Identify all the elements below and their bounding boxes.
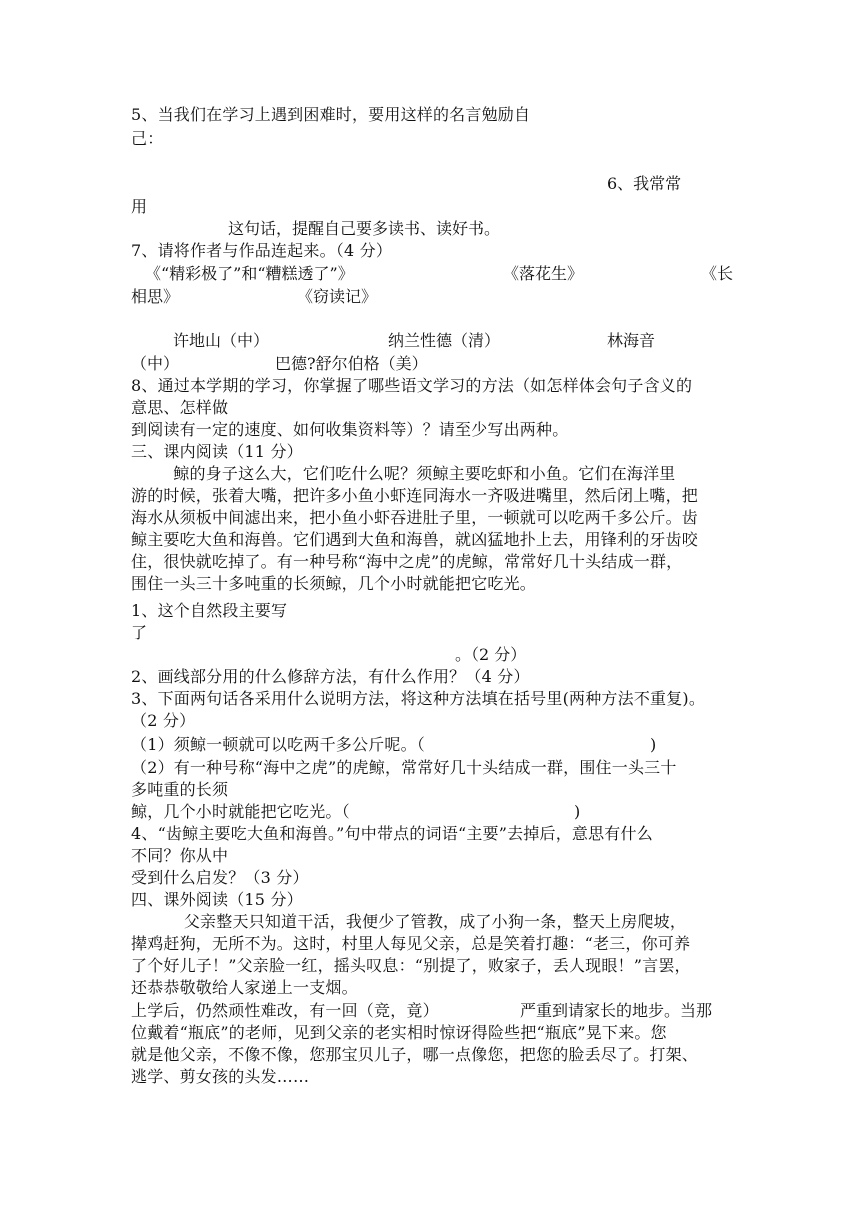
author-3-part-1: 林海音 xyxy=(607,331,656,350)
passage-2-line: 了个好儿子！”父亲脸一红，摇头叹息：“别提了，败家子，丢人现眼！”言罢， xyxy=(131,956,691,975)
passage-1-line: 海水从须板中间滤出来，把小鱼小虾吞进肚子里，一顿就可以吃两千多公斤。齿 xyxy=(131,508,699,527)
reading-q3-sentence-2-line-1: （2）有一种号称“海中之虎”的虎鲸，常常好几十头结成一群，围住一头三十 xyxy=(131,758,677,777)
passage-2-paragraph-2-end: 严重到请家长的地步。当那 xyxy=(520,1001,713,1020)
reading-q4-line-3: 受到什么启发？（3 分） xyxy=(131,868,309,887)
reading-q1-line-2: 了 xyxy=(131,623,148,642)
author-4: 巴德?舒尔伯格（美） xyxy=(275,354,428,373)
reading-q3-line-2: （2 分） xyxy=(131,711,196,730)
reading-q3-sentence-2-close: ) xyxy=(574,802,581,821)
passage-2-line: 还恭恭敬敬给人家递上一支烟。 xyxy=(131,978,358,997)
passage-2-line: 逃学、剪女孩的头发…… xyxy=(131,1067,310,1086)
passage-1-line: 围住一头三十多吨重的长须鲸，几个小时就能把它吃光。 xyxy=(131,574,537,593)
question-7-title: 7、请将作者与作品连起来。（4 分） xyxy=(131,241,393,260)
question-8-line-1: 8、通过本学期的学习，你掌握了哪些语文学习的方法（如怎样体会句子含义的 xyxy=(131,376,693,395)
question-5-line-1: 5、当我们在学习上遇到困难时，要用这样的名言勉励自 xyxy=(131,105,531,124)
question-5-line-2: 己： xyxy=(131,129,164,148)
passage-2-line: 父亲整天只知道干活，我便少了管教，成了小狗一条，整天上房爬坡， xyxy=(131,912,687,931)
passage-1-line: 鲸的身子这么大，它们吃什么呢？须鲸主要吃虾和小鱼。它们在海洋里 xyxy=(131,464,676,483)
passage-2-line: 位戴着“瓶底”的老师，见到父亲的老实相时惊讶得险些把“瓶底”晃下来。您 xyxy=(131,1023,667,1042)
work-3-part-2: 相思》 xyxy=(131,287,180,306)
section-3-title: 三、课内阅读（11 分） xyxy=(131,442,303,461)
reading-q1-line-1: 1、这个自然段主要写 xyxy=(131,601,288,620)
reading-q1-score: 。（2 分） xyxy=(455,645,527,664)
passage-1-line: 住，很快就吃掉了。有一种号称“海中之虎”的虎鲸，常常好几十头结成一群， xyxy=(131,552,683,571)
reading-q3-sentence-2-line-2: 多吨重的长须 xyxy=(131,780,229,799)
question-6-line-2: 用 xyxy=(131,197,148,216)
work-1: 《“精彩极了”和“糟糕透了”》 xyxy=(145,264,354,283)
reading-q3-sentence-2-line-3: 鲸，几个小时就能把它吃光。（ xyxy=(131,802,350,821)
reading-q3-sentence-1-close: ) xyxy=(650,735,657,754)
passage-1-line: 鲸主要吃大鱼和海兽。它们遇到大鱼和海兽，就凶猛地扑上去，用锋利的牙齿咬 xyxy=(131,530,699,549)
author-1: 许地山（中） xyxy=(173,331,270,350)
reading-q4-line-2: 不同？你从中 xyxy=(131,846,229,865)
question-6-line-3: 这句话，提醒自己要多读书、读好书。 xyxy=(228,219,501,238)
section-4-title: 四、课外阅读（15 分） xyxy=(131,890,303,909)
work-4: 《窃读记》 xyxy=(297,287,378,306)
work-3-part-1: 《长 xyxy=(701,264,734,283)
question-6-start: 6、我常常 xyxy=(607,174,682,193)
reading-q3-line-1: 3、下面两句话各采用什么说明方法，将这种方法填在括号里(两种方法不重复)。 xyxy=(131,689,706,708)
question-8-line-2: 意思、怎样做 xyxy=(131,398,229,417)
passage-2-line: 撵鸡赶狗，无所不为。这时，村里人每见父亲，总是笑着打趣：“老三，你可养 xyxy=(131,934,691,953)
reading-q2: 2、画线部分用的什么修辞方法，有什么作用？（4 分） xyxy=(131,667,530,686)
passage-2-line: 就是他父亲，不像不像，您那宝贝儿子，哪一点像您，把您的脸丢尽了。打架、 xyxy=(131,1045,699,1064)
question-8-line-3: 到阅读有一定的速度、如何收集资料等）？请至少写出两种。 xyxy=(131,420,569,439)
reading-q3-sentence-1: （1）须鲸一顿就可以吃两千多公斤呢。（ xyxy=(131,735,425,754)
passage-1-line: 游的时候，张着大嘴，把许多小鱼小虾连同海水一齐吸进嘴里，然后闭上嘴，把 xyxy=(131,486,699,505)
reading-q4-line-1: 4、“齿鲸主要吃大鱼和海兽。”句中带点的词语“主要”去掉后，意思有什么 xyxy=(131,824,653,843)
author-3-part-2: （中） xyxy=(131,354,180,373)
work-2: 《落花生》 xyxy=(503,264,584,283)
passage-2-paragraph-2-start: 上学后，仍然顽性难改，有一回（竞，竟） xyxy=(131,1001,439,1020)
author-2: 纳兰性德（清） xyxy=(388,331,501,350)
